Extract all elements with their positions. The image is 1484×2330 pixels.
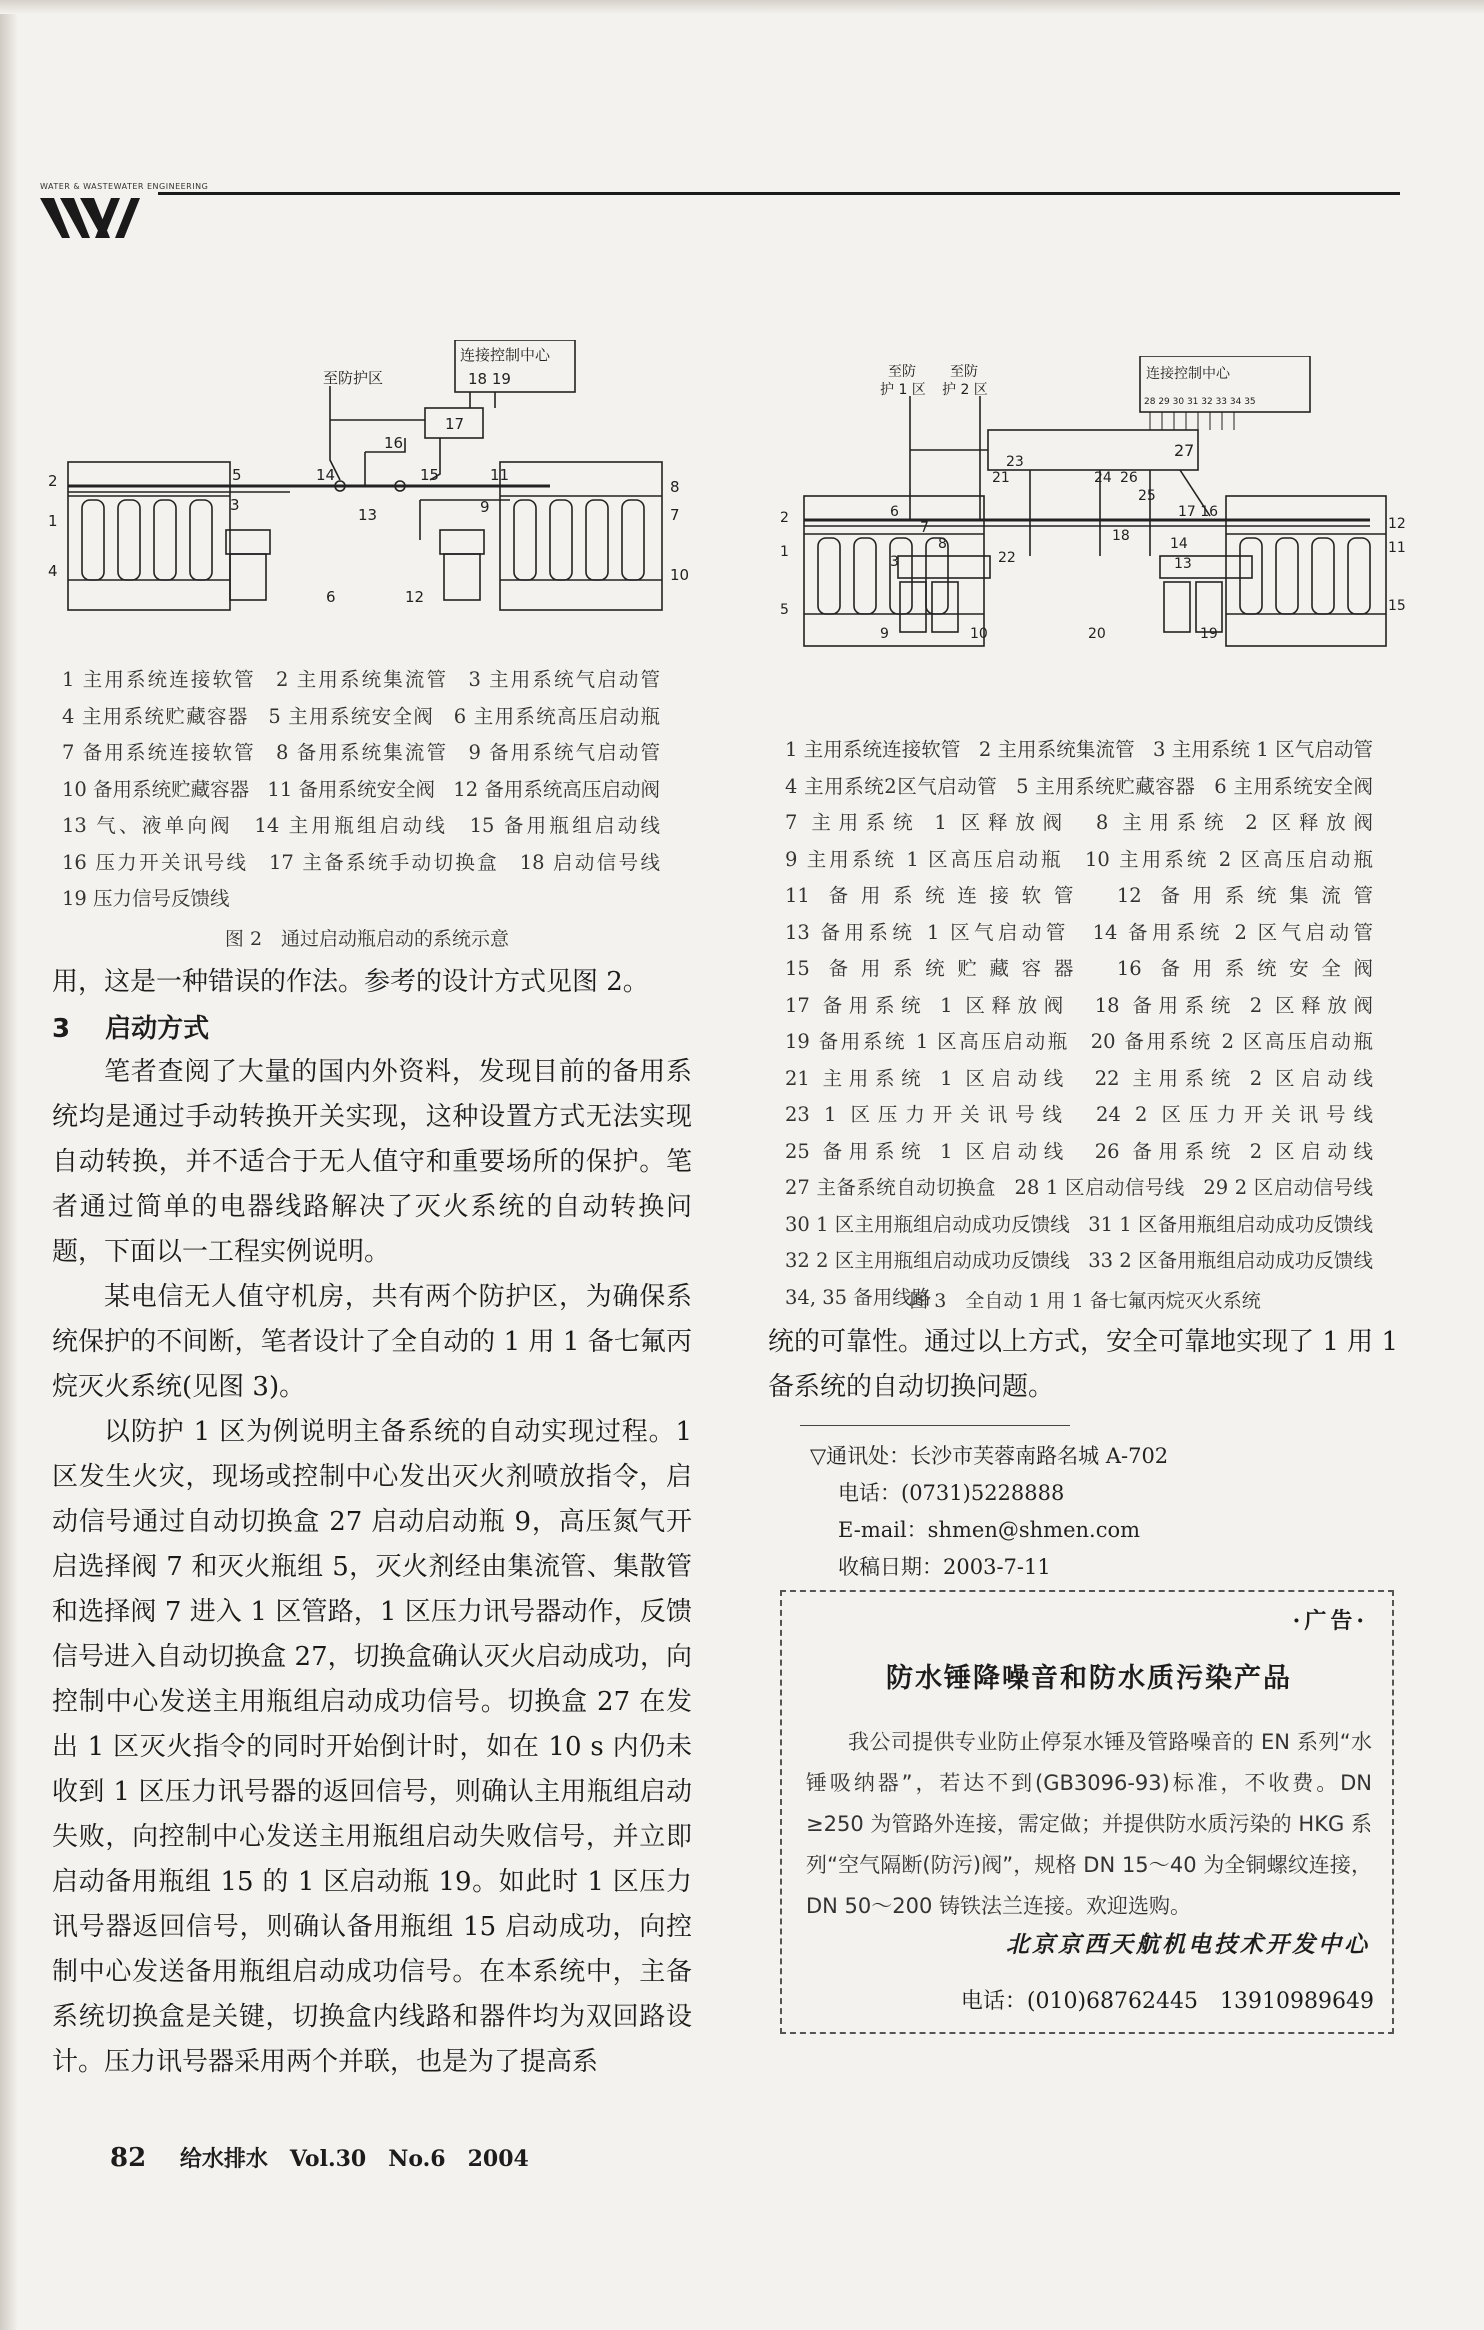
fig2-label-1: 1 (48, 512, 58, 530)
fig2-label-3: 3 (230, 496, 240, 514)
fig2-label-13: 13 (358, 506, 378, 524)
page-footer (110, 2142, 529, 2173)
journal-header (40, 182, 1400, 252)
legend-item: 15 备用系统贮藏容器 (785, 957, 1086, 980)
legend-item: 7 主用系统 1 区释放阀 (785, 811, 1070, 834)
fig3-label-3: 3 (890, 554, 899, 570)
legend-item: 32 2 区主用瓶组启动成功反馈线 (785, 1249, 1070, 1272)
fig2-label-7: 7 (670, 506, 680, 524)
legend-item: 20 备用系统 2 区高压启动瓶 (1090, 1030, 1373, 1053)
fig2-label-5: 5 (232, 466, 242, 484)
ad-title: 防水锤降噪音和防水质污染产品 (886, 1663, 1292, 1694)
section-title: 启动方式 (105, 1014, 210, 1044)
fig3-label-8: 8 (938, 536, 947, 552)
fig2-label-16: 16 (384, 434, 404, 452)
fig3-label-6: 6 (890, 504, 899, 520)
fig3-label-to-zone2b: 护 2 区 (942, 382, 988, 398)
fig2-label-8: 8 (670, 478, 680, 496)
figure-3-caption: 图 3 全自动 1 用 1 备七氟丙烷灭火系统 (909, 1290, 1261, 1312)
legend-item: 4 主用系统2区气启动管 (785, 774, 998, 798)
legend-item: 4 主用系统贮藏容器 (62, 704, 249, 728)
contact-address: ▽通讯处：长沙市芙蓉南路名城 A-702 (810, 1444, 1169, 1468)
section-heading (52, 1008, 209, 1045)
legend-item: 28 1 区启动信号线 (1014, 1176, 1185, 1199)
legend-item: 6 主用系统高压启动瓶 (453, 704, 661, 728)
legend-item: 10 备用系统贮藏容器 (62, 777, 250, 801)
legend-item: 5 主用系统贮藏容器 (1016, 774, 1196, 798)
fig3-label-18: 18 (1112, 528, 1130, 544)
legend-item: 19 备用系统 1 区高压启动瓶 (785, 1030, 1070, 1053)
ad-company: 北京京西天航机电技术开发中心 (1006, 1932, 1370, 1958)
legend-item: 7 备用系统连接软管 (62, 741, 256, 764)
fig2-label-11: 11 (490, 466, 510, 484)
left-column-text (52, 960, 692, 1005)
figure-3-legend (785, 732, 1385, 1316)
fig3-label-control-center: 连接控制中心 (1146, 366, 1230, 382)
figure-2-legend (62, 662, 672, 918)
legend-item: 30 1 区主用瓶组启动成功反馈线 (785, 1212, 1070, 1236)
scan-edge (0, 0, 18, 2330)
fig2-label-9: 9 (480, 498, 490, 516)
legend-item: 17 备用系统 1 区释放阀 (785, 993, 1070, 1017)
header-rule (158, 192, 1400, 195)
section-number: 3 (52, 1014, 71, 1044)
fig3-label-27: 27 (1174, 441, 1195, 460)
legend-item: 17 主备系统手动切换盒 (268, 850, 500, 874)
fig3-label-numbers-row: 28 29 30 31 32 33 34 35 (1144, 397, 1256, 407)
legend-item: 14 备用系统 2 区气启动管 (1092, 920, 1373, 944)
fig2-label-15: 15 (420, 466, 440, 484)
contact-phone: 电话：(0731)5228888 (838, 1481, 1065, 1505)
continuation-paragraph: 用，这是一种错误的作法。参考的设计方式见图 2。 (52, 967, 649, 997)
figure-2-caption: 图 2 通过启动瓶启动的系统示意 (224, 928, 510, 950)
contact-separator (800, 1425, 1070, 1426)
journal-logo (40, 190, 160, 246)
legend-item: 2 主用系统集流管 (978, 738, 1135, 761)
legend-item: 19 压力信号反馈线 (62, 887, 230, 910)
legend-item: 12 备用系统集流管 (1116, 884, 1374, 907)
scan-edge-top (0, 0, 1484, 14)
fig3-label-24: 24 (1094, 470, 1112, 486)
legend-item: 18 启动信号线 (519, 850, 661, 874)
fig2-label-6: 6 (326, 588, 336, 606)
fig3-label-19: 19 (1200, 626, 1218, 642)
fig3-label-7: 7 (920, 520, 929, 536)
fig3-label-10: 10 (970, 626, 988, 642)
fig3-label-11: 11 (1388, 540, 1406, 556)
fig2-label-4: 4 (48, 562, 58, 580)
legend-item: 23 1 区压力开关讯号线 (785, 1103, 1070, 1126)
fig3-label-20: 20 (1088, 626, 1106, 642)
legend-item: 5 主用系统安全阀 (268, 704, 435, 728)
page-number: 82 (110, 2143, 147, 2173)
paragraph: 以防护 1 区为例说明主备系统的自动实现过程。1 区发生火灾，现场或控制中心发出灭火剂喷放指令，启动信号通过自动切换盒 27 启动启动瓶 9，高压氮气开启选择阀 7 和灭火瓶组 5，灭火剂经由集流管、集散管和选择阀 7 进入 1 区管路，1 区压力讯号器动作，反馈信号进入自动切换盒 27，切换盒确认灭火启动成功，向控制中心发送主用瓶组启动成功信号。切换盒 27 在发出 1 区灭火指令的同时开始倒计时，如在 10 s 内仍未收到 1 区压力讯号器的返回信号，则确认主用瓶组启动失败，向控制中心发送主用瓶组启动失败信号，并立即启动备用瓶组 15 的 1 区启动瓶 19。如此时 1 区压力讯号器返回信号，则确认备用瓶组 15 启动成功，向控制中心发送备用瓶组启动成功信号。在本系统中，主备系统切换盒是关键，切换盒内线路和器件均为双回路设计。压力讯号器采用两个并联，也是为了提高系 (52, 1417, 692, 2077)
legend-item: 8 备用系统集流管 (276, 741, 449, 764)
logo-subtitle: WATER & WASTEWATER ENGINEERING (40, 182, 209, 191)
legend-item: 31 1 区备用瓶组启动成功反馈线 (1088, 1212, 1373, 1236)
fig3-label-26: 26 (1120, 470, 1138, 486)
fig3-label-to-zone2: 至防 (950, 364, 978, 380)
advertisement (780, 1590, 1394, 2034)
legend-item: 18 备用系统 2 区释放阀 (1094, 993, 1373, 1017)
fig2-label-10: 10 (670, 566, 690, 584)
fig3-label-22: 22 (998, 550, 1016, 566)
author-contact (810, 1438, 1168, 1586)
fig2-label-to-zone: 至防护区 (323, 369, 384, 387)
fig3-label-1: 1 (780, 544, 789, 560)
legend-item: 16 压力开关讯号线 (62, 850, 249, 874)
paragraph: 某电信无人值守机房，共有两个防护区，为确保系统保护的不间断，笔者设计了全自动的 1 用 1 备七氟丙烷灭火系统(见图 3)。 (52, 1282, 692, 1402)
legend-item: 14 主用瓶组启动线 (254, 814, 449, 837)
legend-item: 29 2 区启动信号线 (1203, 1176, 1373, 1199)
legend-item: 22 主用系统 2 区启动线 (1094, 1066, 1373, 1090)
right-column-text (768, 1320, 1398, 1410)
fig2-label-17: 17 (445, 415, 465, 433)
legend-item: 25 备用系统 1 区启动线 (785, 1139, 1070, 1163)
continuation-paragraph: 统的可靠性。通过以上方式，安全可靠地实现了 1 用 1 备系统的自动切换问题。 (768, 1327, 1398, 1402)
legend-item: 34, 35 备用线路 (785, 1285, 932, 1309)
fig3-label-23: 23 (1006, 454, 1024, 470)
fig2-label-2: 2 (48, 472, 58, 490)
figure-3-diagram (770, 356, 1410, 656)
legend-item: 13 气、液单向阀 (62, 814, 233, 837)
fig3-label-21: 21 (992, 470, 1010, 486)
legend-item: 11 备用系统安全阀 (267, 777, 436, 801)
legend-item: 8 主用系统 2 区释放阀 (1095, 811, 1373, 834)
fig3-label-to-zone1: 至防 (888, 364, 916, 380)
legend-item: 1 主用系统连接软管 (785, 738, 961, 761)
legend-item: 2 主用系统集流管 (276, 668, 449, 691)
contact-email: E-mail：shmen@shmen.com (838, 1518, 1141, 1542)
legend-item: 26 备用系统 2 区启动线 (1094, 1139, 1373, 1163)
ad-body: 我公司提供专业防止停泵水锤及管路噪音的 EN 系列“水锤吸纳器”，若达不到(GB3096-93)标准，不收费。DN ≥250 为管路外连接，需定做；并提供防水质污染的 HKG 系列“空气隔断(防污)阀”，规格 DN 15～40 为全铜螺纹连接，DN 50～200 铸铁法兰连接。欢迎选购。 (806, 1730, 1372, 1918)
legend-item: 33 2 区备用瓶组启动成功反馈线 (1088, 1249, 1373, 1272)
legend-item: 13 备用系统 1 区气启动管 (785, 920, 1070, 944)
journal-issue: 给水排水 Vol.30 No.6 2004 (179, 2146, 529, 2172)
ad-tag: ·广告· (1292, 1608, 1368, 1634)
legend-item: 3 主用系统气启动管 (468, 668, 661, 691)
legend-item: 11 备用系统连接软管 (785, 884, 1086, 907)
fig3-label-12: 12 (1388, 516, 1406, 532)
fig3-label-9: 9 (880, 626, 889, 642)
legend-item: 12 备用系统高压启动阀 (453, 777, 660, 801)
left-column-paragraphs (52, 1050, 692, 2085)
legend-item: 10 主用系统 2 区高压启动瓶 (1084, 847, 1373, 871)
contact-received-date: 收稿日期：2003-7-11 (838, 1555, 1051, 1579)
fig2-label-18-19: 18 19 (468, 370, 511, 388)
legend-item: 15 备用瓶组启动线 (469, 814, 661, 837)
fig3-label-14: 14 (1170, 536, 1188, 552)
fig3-label-13: 13 (1174, 556, 1192, 572)
legend-item: 27 主备系统自动切换盒 (785, 1176, 996, 1199)
fig3-label-2: 2 (780, 510, 789, 526)
legend-item: 3 主用系统 1 区气启动管 (1153, 738, 1374, 761)
fig3-label-5: 5 (780, 602, 789, 618)
fig3-label-15: 15 (1388, 598, 1406, 614)
paragraph: 笔者查阅了大量的国内外资料，发现目前的备用系统均是通过手动转换开关实现，这种设置方式无法实现自动转换，并不适合于无人值守和重要场所的保护。笔者通过简单的电器线路解决了灭火系统的自动转换问题，下面以一工程实例说明。 (52, 1057, 692, 1267)
legend-item: 6 主用系统安全阀 (1214, 774, 1374, 798)
fig2-label-12: 12 (405, 588, 425, 606)
fig3-label-17-16: 17 16 (1178, 504, 1219, 520)
legend-item: 24 2 区压力开关讯号线 (1096, 1103, 1373, 1126)
fig2-label-14: 14 (316, 466, 336, 484)
ad-phone: 电话：(010)68762445 13910989649 (960, 1989, 1374, 2014)
fig3-label-25: 25 (1138, 488, 1156, 504)
legend-item: 9 主用系统 1 区高压启动瓶 (785, 847, 1064, 871)
legend-item: 16 备用系统安全阀 (1116, 957, 1374, 980)
legend-item: 1 主用系统连接软管 (62, 668, 256, 691)
fig2-label-control-center: 连接控制中心 (460, 346, 551, 364)
figure-2-diagram (40, 340, 700, 640)
legend-item: 9 备用系统气启动管 (468, 741, 661, 764)
legend-item: 21 主用系统 1 区启动线 (785, 1066, 1070, 1090)
fig3-label-to-zone1b: 护 1 区 (880, 382, 926, 398)
